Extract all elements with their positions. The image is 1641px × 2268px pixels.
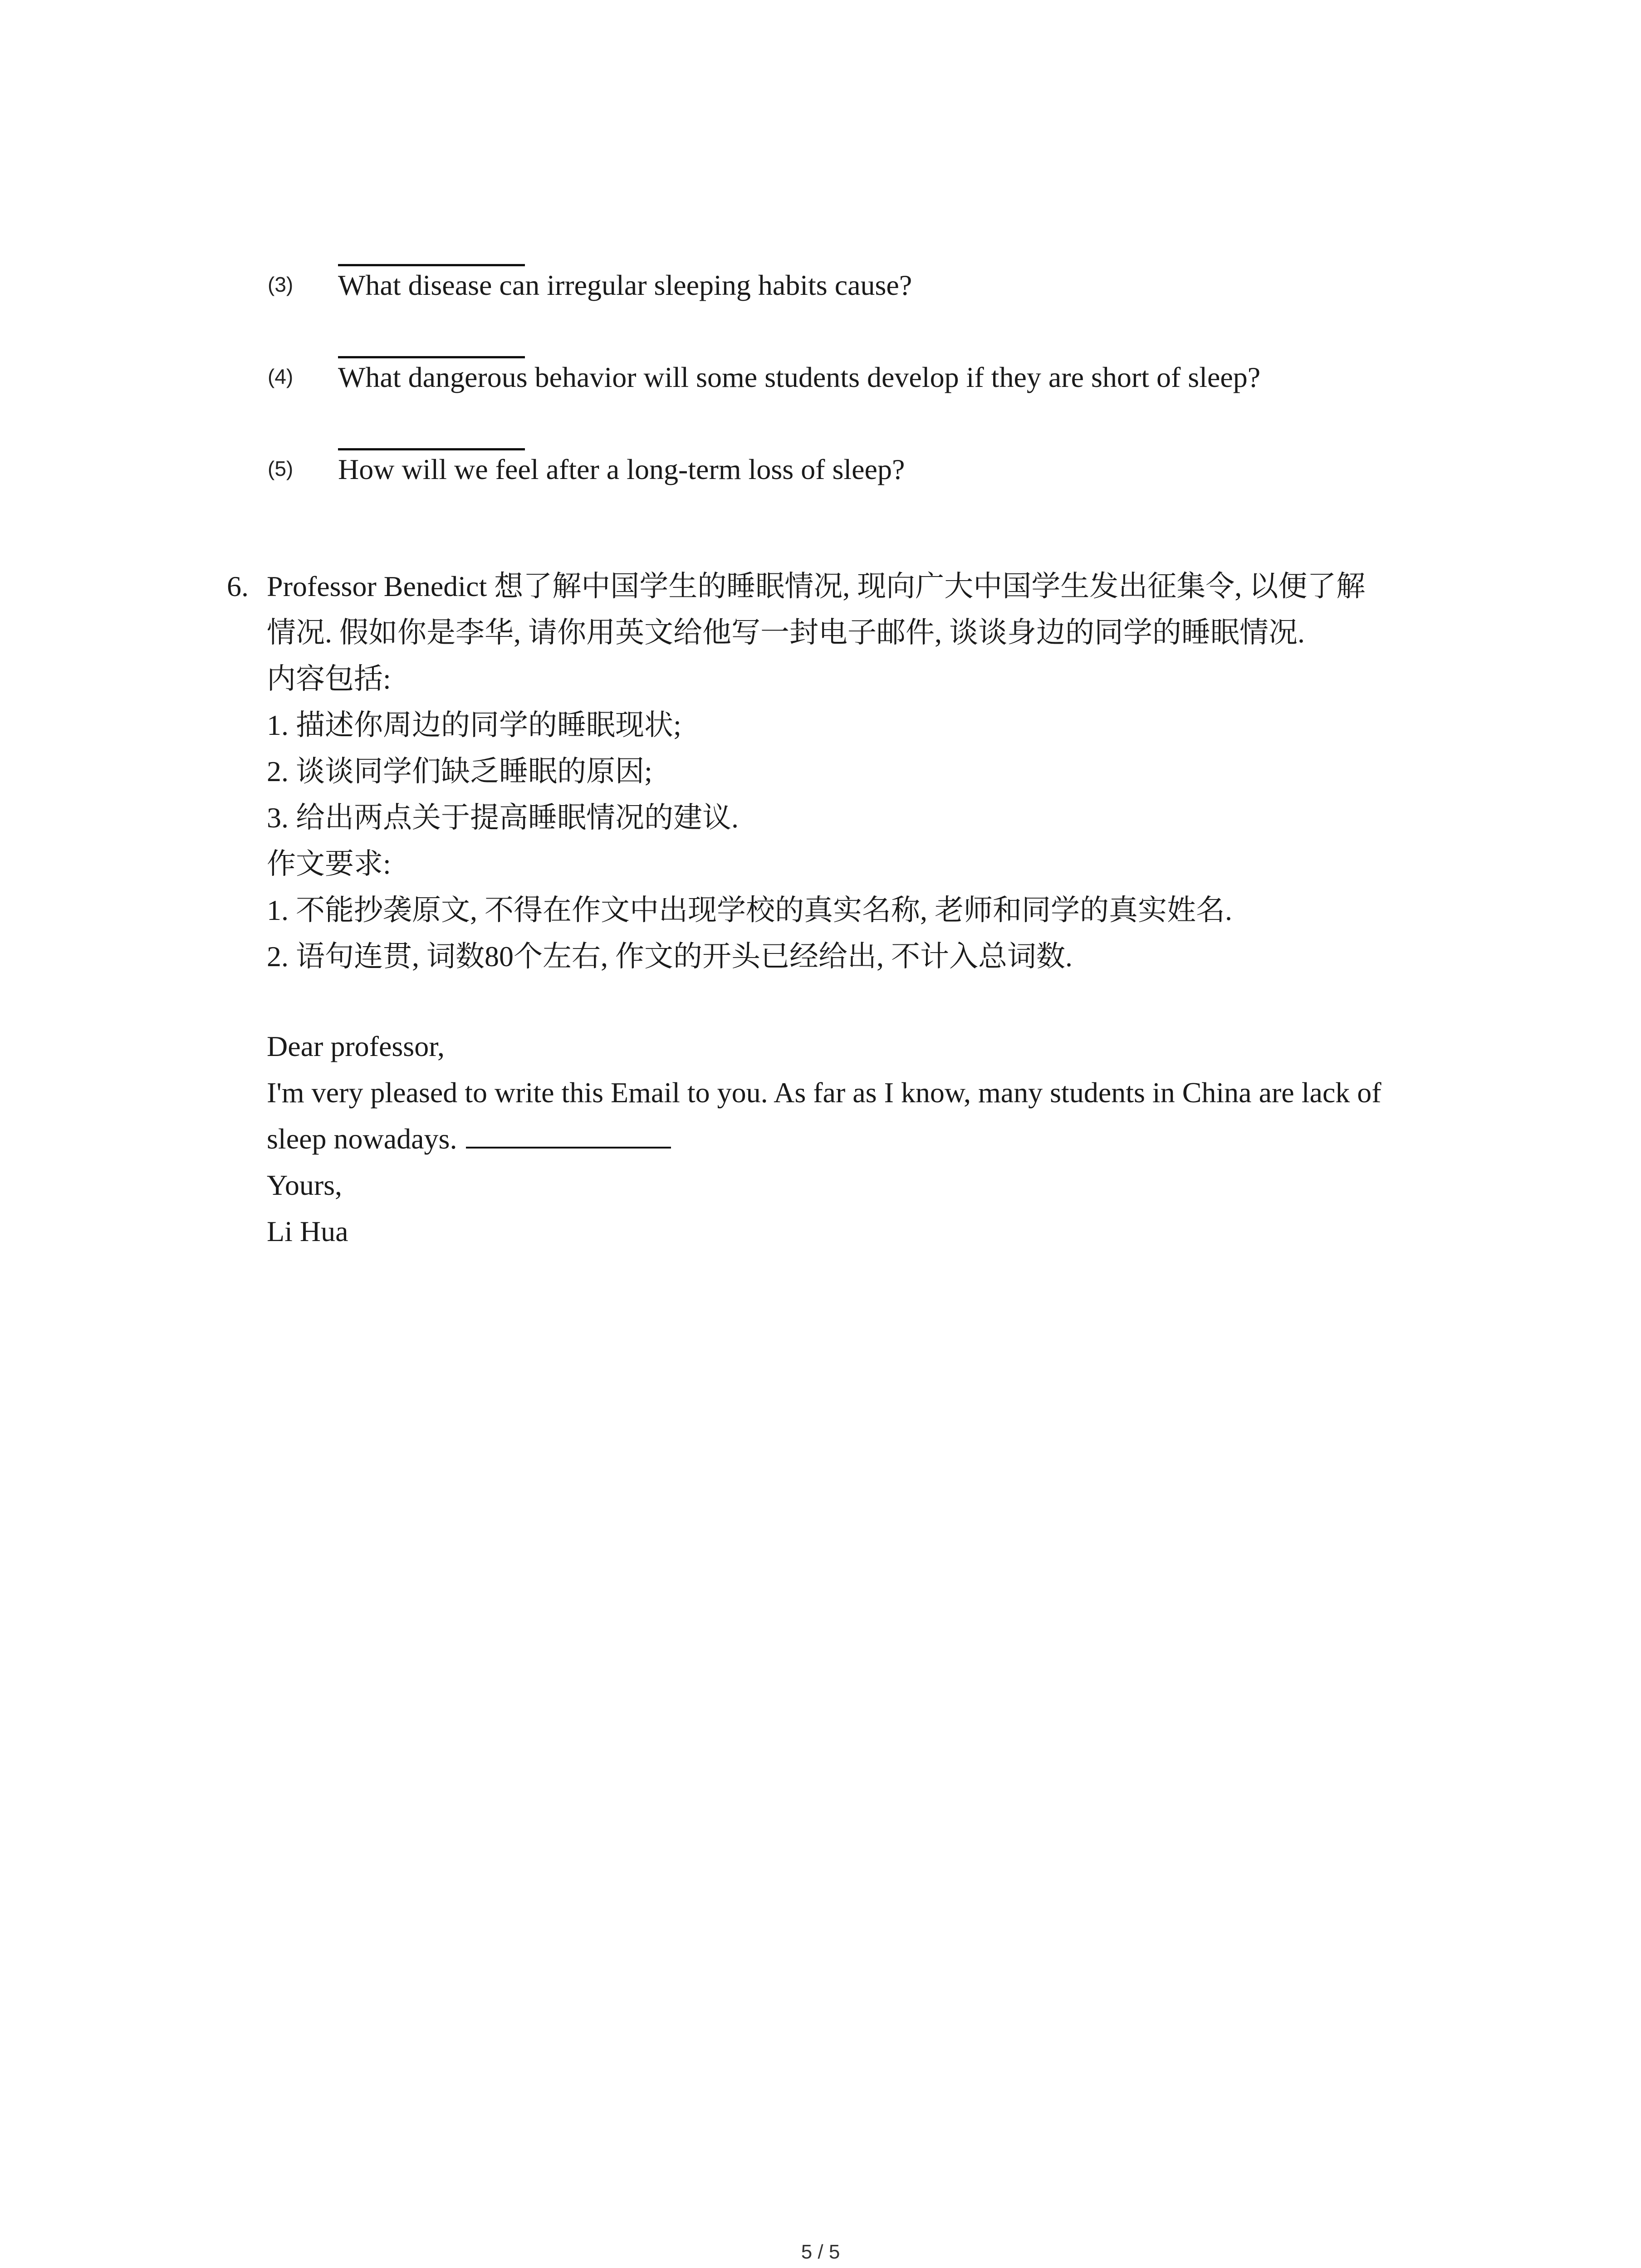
letter-closing: Yours,	[267, 1169, 343, 1201]
answer-blank-3[interactable]	[338, 264, 525, 266]
question-number-5: (5)	[268, 457, 294, 480]
content-item: 1. 描述你周边的同学的睡眠现状;	[267, 709, 681, 741]
letter-body-line-1: I'm very pleased to write this Email to you. As far as I know, many students in China are lack of	[267, 1076, 1381, 1109]
task-intro-line-2: 情况. 假如你是李华, 请你用英文给他写一封电子邮件, 谈谈身边的同学的睡眠情况.	[267, 616, 1305, 649]
task-number: 6.	[227, 570, 249, 602]
content-item: 3. 给出两点关于提高睡眠情况的建议.	[267, 802, 739, 834]
question-number-3: (3)	[268, 273, 294, 296]
question-4-text: What dangerous behavior will some students develop if they are short of sleep?	[338, 361, 1261, 393]
requirement-item: 2. 语句连贯, 词数80个左右, 作文的开头已经给出, 不计入总词数.	[267, 940, 1073, 973]
content-item: 2. 谈谈同学们缺乏睡眠的原因;	[267, 755, 652, 787]
letter-greeting: Dear professor,	[267, 1030, 445, 1062]
letter-body-line-2	[267, 1116, 671, 1162]
answer-blank-4[interactable]	[338, 356, 525, 358]
answer-blank-5[interactable]	[338, 448, 525, 450]
requirement-item: 1. 不能抄袭原文, 不得在作文中出现学校的真实名称, 老师和同学的真实姓名.	[267, 894, 1232, 926]
letter-body-text: sleep nowadays.	[267, 1123, 457, 1155]
essay-answer-blank[interactable]	[466, 1147, 671, 1149]
letter-signature: Li Hua	[267, 1215, 348, 1247]
page-number: 5 / 5	[801, 2241, 840, 2263]
question-3-text: What disease can irregular sleeping habits cause?	[338, 269, 912, 301]
task-intro-line-1: Professor Benedict 想了解中国学生的睡眠情况, 现向广大中国学生发出征集令, 以便了解	[267, 570, 1366, 602]
requirements-heading: 作文要求:	[267, 848, 391, 880]
content-heading: 内容包括:	[267, 663, 391, 695]
question-number-4: (4)	[268, 365, 294, 388]
question-5-text: How will we feel after a long-term loss of sleep?	[338, 453, 905, 485]
